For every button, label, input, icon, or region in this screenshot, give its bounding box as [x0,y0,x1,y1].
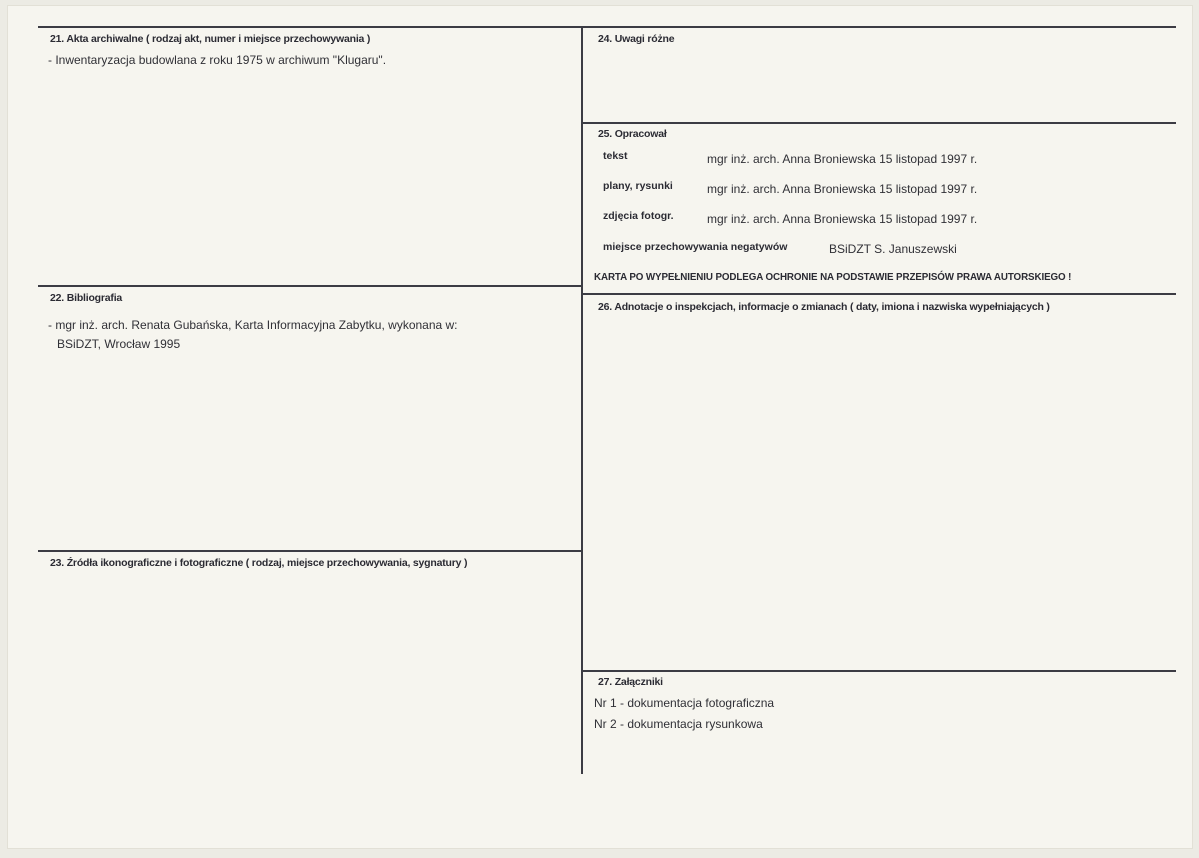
divider-22-23 [38,550,581,552]
author-value-photos: mgr inż. arch. Anna Broniewska 15 listopad 1997 r. [707,212,978,226]
section-22-header: 22. Bibliografia [50,292,123,304]
author-label-plans: plany, rysunki [603,180,673,192]
negatives-location-label: miejsce przechowywania negatywów [603,241,788,253]
copyright-notice: KARTA PO WYPEŁNIENIU PODLEGA OCHRONIE NA PODSTAWIE PRZEPISÓW PRAWA AUTORSKIEGO ! [594,272,1072,283]
section-25-header: 25. Opracował [598,128,667,140]
section-23-header: 23. Źródła ikonograficzne i fotograficzne ( rodzaj, miejsce przechowywania, sygnatury ) [50,557,468,569]
author-label-text: tekst [603,150,628,162]
section-24-header: 24. Uwagi różne [598,33,675,45]
attachment-item-2: Nr 2 - dokumentacja rysunkowa [594,717,763,731]
section-21-entry: - Inwentaryzacja budowlana z roku 1975 w archiwum "Klugaru". [48,53,387,67]
section-26-header: 26. Adnotacje o inspekcjach, informacje o zmianach ( daty, imiona i nazwiska wypełniających ) [598,301,1050,313]
divider-26-27 [583,670,1176,672]
divider-24-25 [583,122,1176,124]
section-27-header: 27. Załączniki [598,676,663,688]
center-divider [581,26,583,774]
section-22-entry-line1: - mgr inż. arch. Renata Gubańska, Karta Informacyjna Zabytku, wykonana w: [48,318,458,332]
section-21-header: 21. Akta archiwalne ( rodzaj akt, numer i miejsce przechowywania ) [50,33,371,45]
author-value-plans: mgr inż. arch. Anna Broniewska 15 listopad 1997 r. [707,182,978,196]
top-rule [38,26,1176,28]
author-label-photos: zdjęcia fotogr. [603,210,674,222]
attachment-item-1: Nr 1 - dokumentacja fotograficzna [594,696,775,710]
section-22-entry-line2: BSiDZT, Wrocław 1995 [57,337,181,351]
negatives-location-value: BSiDZT S. Januszewski [829,242,957,256]
divider-25-26 [583,293,1176,295]
divider-21-22 [38,285,581,287]
author-value-text: mgr inż. arch. Anna Broniewska 15 listopad 1997 r. [707,152,978,166]
